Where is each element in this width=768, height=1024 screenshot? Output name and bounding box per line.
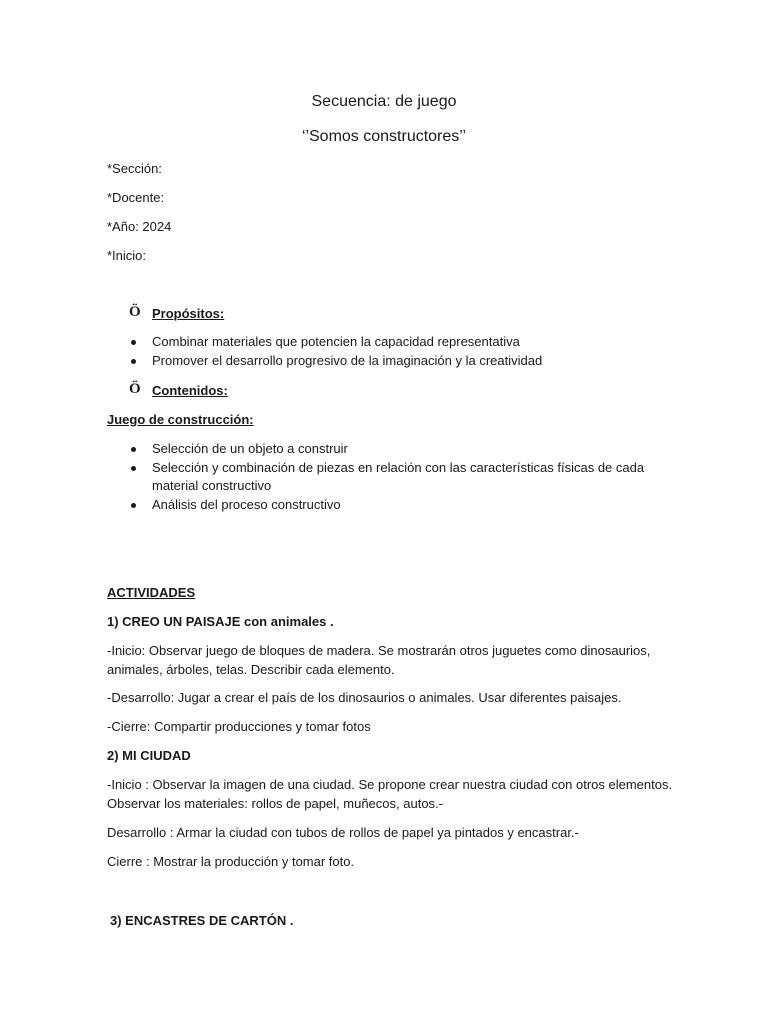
- actividad-1-cierre: -Cierre: Compartir producciones y tomar fotos: [107, 719, 371, 734]
- bullet-icon: [131, 447, 136, 452]
- contenido-item: Selección y combinación de piezas en relación con las características físicas de cada: [152, 460, 645, 475]
- actividad-1-title: 1) CREO UN PAISAJE con animales .: [107, 614, 334, 629]
- contenidos-heading: Contenidos:: [152, 383, 228, 398]
- actividad-1-inicio: -Inicio: Observar juego de bloques de madera. Se mostrarán otros juguetes como dinosaurios,: [107, 643, 651, 658]
- contenido-item: Selección de un objeto a construir: [152, 441, 348, 456]
- actividad-2-inicio: -Inicio : Observar la imagen de una ciudad. Se propone crear nuestra ciudad con otros elementos.: [107, 777, 673, 792]
- bullet-icon: [131, 503, 136, 508]
- bullet-icon: [131, 340, 136, 345]
- contenidos-subheading: Juego de construcción:: [107, 412, 254, 427]
- field-anio: *Año: 2024: [107, 219, 172, 234]
- actividad-2-cierre: Cierre : Mostrar la producción y tomar foto.: [107, 854, 355, 869]
- bullet-icon: [131, 359, 136, 364]
- document-subtitle: ‘’Somos constructores’’: [301, 128, 467, 145]
- field-seccion: *Sección:: [107, 161, 162, 176]
- actividad-3-title: 3) ENCASTRES DE CARTÓN .: [110, 913, 294, 928]
- actividad-1-desarrollo: -Desarrollo: Jugar a crear el país de los dinosaurios o animales. Usar diferentes paisajes.: [107, 690, 622, 705]
- proposito-item: Combinar materiales que potencien la capacidad representativa: [152, 334, 520, 349]
- actividad-2-title: 2) MI CIUDAD: [107, 748, 191, 763]
- propositos-marker-icon: Ö: [129, 304, 141, 320]
- actividad-2-desarrollo: Desarrollo : Armar la ciudad con tubos de rollos de papel ya pintados y encastrar.-: [107, 825, 579, 840]
- contenido-item: Análisis del proceso constructivo: [152, 497, 341, 512]
- contenidos-marker-icon: Ö: [129, 381, 141, 397]
- bullet-icon: [131, 466, 136, 471]
- field-inicio: *Inicio:: [107, 248, 147, 263]
- actividad-2-inicio-cont: Observar los materiales: rollos de papel, muñecos, autos.-: [107, 796, 443, 811]
- actividad-1-inicio-cont: animales, árboles, telas. Describir cada elemento.: [107, 662, 395, 677]
- actividades-heading: ACTIVIDADES: [107, 585, 196, 600]
- proposito-item: Promover el desarrollo progresivo de la imaginación y la creatividad: [152, 353, 543, 368]
- propositos-heading: Propósitos:: [152, 306, 225, 321]
- contenido-item-continuation: material constructivo: [152, 478, 272, 493]
- field-docente: *Docente:: [107, 190, 165, 205]
- document-title: Secuencia: de juego: [311, 93, 457, 110]
